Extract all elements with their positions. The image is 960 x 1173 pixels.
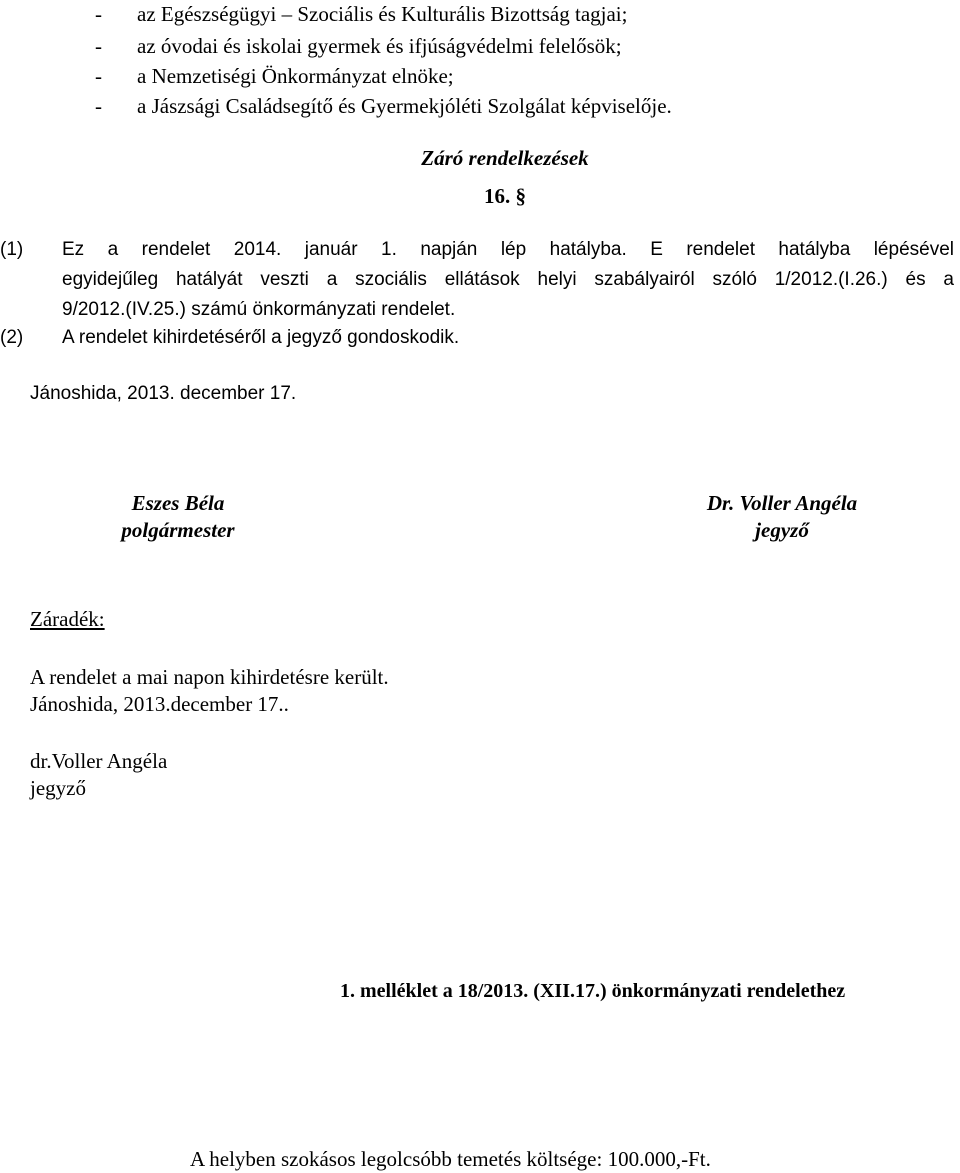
- clause-text: A rendelet a mai napon kihirdetésre került.: [30, 665, 389, 689]
- annex-title: 1. melléklet a 18/2013. (XII.17.) önkormányzati rendelethez: [340, 980, 846, 1002]
- paragraph-2-line: A rendelet kihirdetéséről a jegyző gondoskodik.: [62, 327, 460, 348]
- place-date: Jánoshida, 2013. december 17.: [30, 383, 297, 404]
- signature-name: Dr. Voller Angéla: [706, 491, 858, 515]
- bullet-marker: -: [95, 94, 102, 118]
- clause-signer-name: dr.Voller Angéla: [30, 749, 168, 773]
- paragraph-number: 16. §: [484, 184, 526, 208]
- list-item: [95, 63, 454, 90]
- list-item-text: a Nemzetiségi Önkormányzat elnöke;: [137, 64, 454, 88]
- list-item-text: a Jászsági Családsegítő és Gyermekjóléti Szolgálat képviselője.: [137, 94, 672, 118]
- paragraph-1-line: egyidejűleg hatályát veszti a szociális ellátások helyi szabályairól szóló 1/2012.(I.26.) és a: [62, 269, 954, 290]
- annex-text: A helyben szokásos legolcsóbb temetés költsége: 100.000,-Ft.: [190, 1147, 711, 1171]
- list-item: [95, 33, 622, 60]
- list-item: [95, 93, 672, 120]
- signature-name: Eszes Béla: [131, 491, 225, 515]
- list-item-text: az Egészségügyi – Szociális és Kulturális Bizottság tagjai;: [137, 2, 628, 26]
- signature-notary: [652, 490, 912, 544]
- paragraph-1-line: Ez a rendelet 2014. január 1. napján lép hatályba. E rendelet hatályba lépésével: [62, 239, 954, 260]
- paragraph-1-number: (1): [0, 239, 24, 260]
- bullet-marker: -: [95, 64, 102, 88]
- paragraph-1-line: 9/2012.(IV.25.) számú önkormányzati rendelet.: [62, 299, 456, 320]
- signature-title: jegyző: [755, 518, 809, 542]
- list-item: [95, 1, 627, 28]
- clause-heading: Záradék:: [30, 607, 105, 631]
- section-title: Záró rendelkezések: [421, 146, 589, 170]
- clause-place-date: Jánoshida, 2013.december 17..: [30, 692, 289, 716]
- signature-title: polgármester: [121, 518, 235, 542]
- bullet-marker: -: [95, 2, 102, 26]
- signature-mayor: [48, 490, 308, 544]
- list-item-text: az óvodai és iskolai gyermek és ifjúságvédelmi felelősök;: [137, 34, 622, 58]
- paragraph-2-number: (2): [0, 327, 24, 348]
- bullet-marker: -: [95, 34, 102, 58]
- clause-signer-title: jegyző: [30, 776, 86, 800]
